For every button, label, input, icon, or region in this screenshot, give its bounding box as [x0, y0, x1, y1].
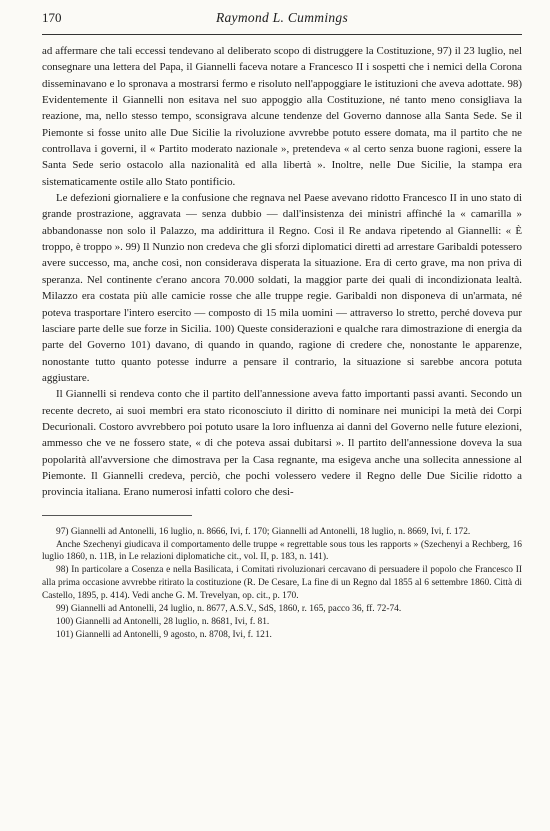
page-header	[42, 10, 522, 35]
page-number: 170	[42, 10, 62, 25]
footnote-separator	[42, 515, 192, 516]
footnote-101: 101) Giannelli ad Antonelli, 9 agosto, n. 8708, Ivi, f. 121.	[56, 629, 272, 640]
footnote-98: 98) In particolare a Cosenza e nella Basilicata, i Comitati rivoluzionari cercavano di persuadere il popolo che Francesco II alla prima occasione avvrebbe ritirato la costituzione (R. De Cesare, La fine di un Regno dal 1855 al 6 settembre 1860. Città di Castello, 1895, p. 414). Vedi anche G. M. Trevelyan, op. cit., p. 170.	[42, 565, 522, 602]
paragraph-1: ad affermare che tali eccessi tendevano al deliberato scopo di distruggere la Costituzione, 97) il 23 luglio, nel consegnare una lettera del Papa, il Giannelli faceva notare a Francesco II i sospetti che i nemici della Corona disseminavano e lo spronava a mostrarsi fermo e risoluto nell'appoggiare le istituzioni che aveva adottate. 98) Evidentemente il Giannelli non esitava nel suo appoggio alla Costituzione, né tanto meno consigliava la reazione, ma, nello stesso tempo, sconsigrava alcune tendenze del Governo dannose alla Santa Sede. Se il Piemonte si fosse unito alle Due Sicilie la rivoluzione avvrebbe potuto essere domata, ma il partito che ne controllava i governi, il « Partito moderato nazionale », pretendeva « al certo senza buone ragioni, essere la Santa Sede serio ostacolo alla nazionalità ed alla libertà ». Inoltre, nelle Due Sicilie, la stampa era sistematicamente ostile allo Stato pontificio.	[42, 45, 522, 188]
running-head: Raymond L. Cummings	[215, 10, 349, 25]
footnote-97-continued: Anche Szechenyi giudicava il comportamento delle truppe « regrettable sous tous les rapports » (Szechenyi a Rechberg, 16 luglio 1860, n. 11B, in Le relazioni diplomatiche cit., vol. II, p. 183, n. 141).	[42, 539, 522, 563]
body-text	[42, 43, 522, 501]
footnote-100: 100) Giannelli ad Antonelli, 28 luglio, n. 8681, Ivi, f. 81.	[56, 616, 270, 627]
footnotes	[42, 526, 522, 642]
paragraph-2: Le defezioni giornaliere e la confusione che regnava nel Paese avevano ridotto Francesco II in uno stato di grande prostrazione, aggravata — senza dubbio — dall'insistenza dei ministri affinché la « camarilla » abbandonasse non solo il Palazzo, ma addirittura il Regno. Così il Re andava ripetendo al Giannelli: « È troppo, è troppo ». 99) Il Nunzio non credeva che gli sforzi diplomatici diretti ad arrestare Garibaldi potessero avere successo, ma, anche così, non considerava disperata la situazione. Era di certo grave, ma non priva di speranza. Nel continente c'erano ancora 70.000 soldati, la maggior parte dei quali di incondizionata lealtà. Milazzo era costata più alle camicie rosse che alle truppe regie. Garibaldi non disponeva di un'armata, né poteva trasportare l'intero esercito — composto di 15 mila uomini — attraverso lo stretto, perché doveva pur lasciare parte delle sue forze in Sicilia. 100) Queste considerazioni e qualche rara dimostrazione di energia da parte del Governo 101) davano, di quando in quando, ragione di credere che, nonostante le apparenze, nonostante tutto quanto potesse indurre a pensare il contrario, la situazione si sarebbe ancora potuta aggiustare.	[42, 192, 522, 384]
footnote-97: 97) Giannelli ad Antonelli, 16 luglio, n. 8666, Ivi, f. 170; Giannelli ad Antonelli, 18 luglio, n. 8669, Ivi, f. 172.	[56, 526, 471, 537]
footnote-99: 99) Giannelli ad Antonelli, 24 luglio, n. 8677, A.S.V., SdS, 1860, r. 165, pacco 36, ff. 72-74.	[56, 604, 402, 615]
paragraph-3: Il Giannelli si rendeva conto che il partito dell'annessione aveva fatto importanti passi avanti. Secondo un recente decreto, ai suoi membri era stato riconosciuto il diritto di nominare nei municipi la metà dei Corpi Decurionali. Costoro avvrebbero poi potuto usare la loro influenza ai danni del Governo nelle future elezioni, ammesso che ve ne fossero state, « di che poteva assai dubitarsi ». Il partito dell'annessione doveva la sua popolarità all'avversione che dimostrava per la Casa regnante, ma esigeva anche una sollecita annessione al Piemonte. Il Giannelli credeva, perciò, che pochi volessero vedere il Regno delle Due Sicilie ridotto a provincia italiana. Erano numerosi infatti coloro che desi-	[42, 388, 522, 499]
